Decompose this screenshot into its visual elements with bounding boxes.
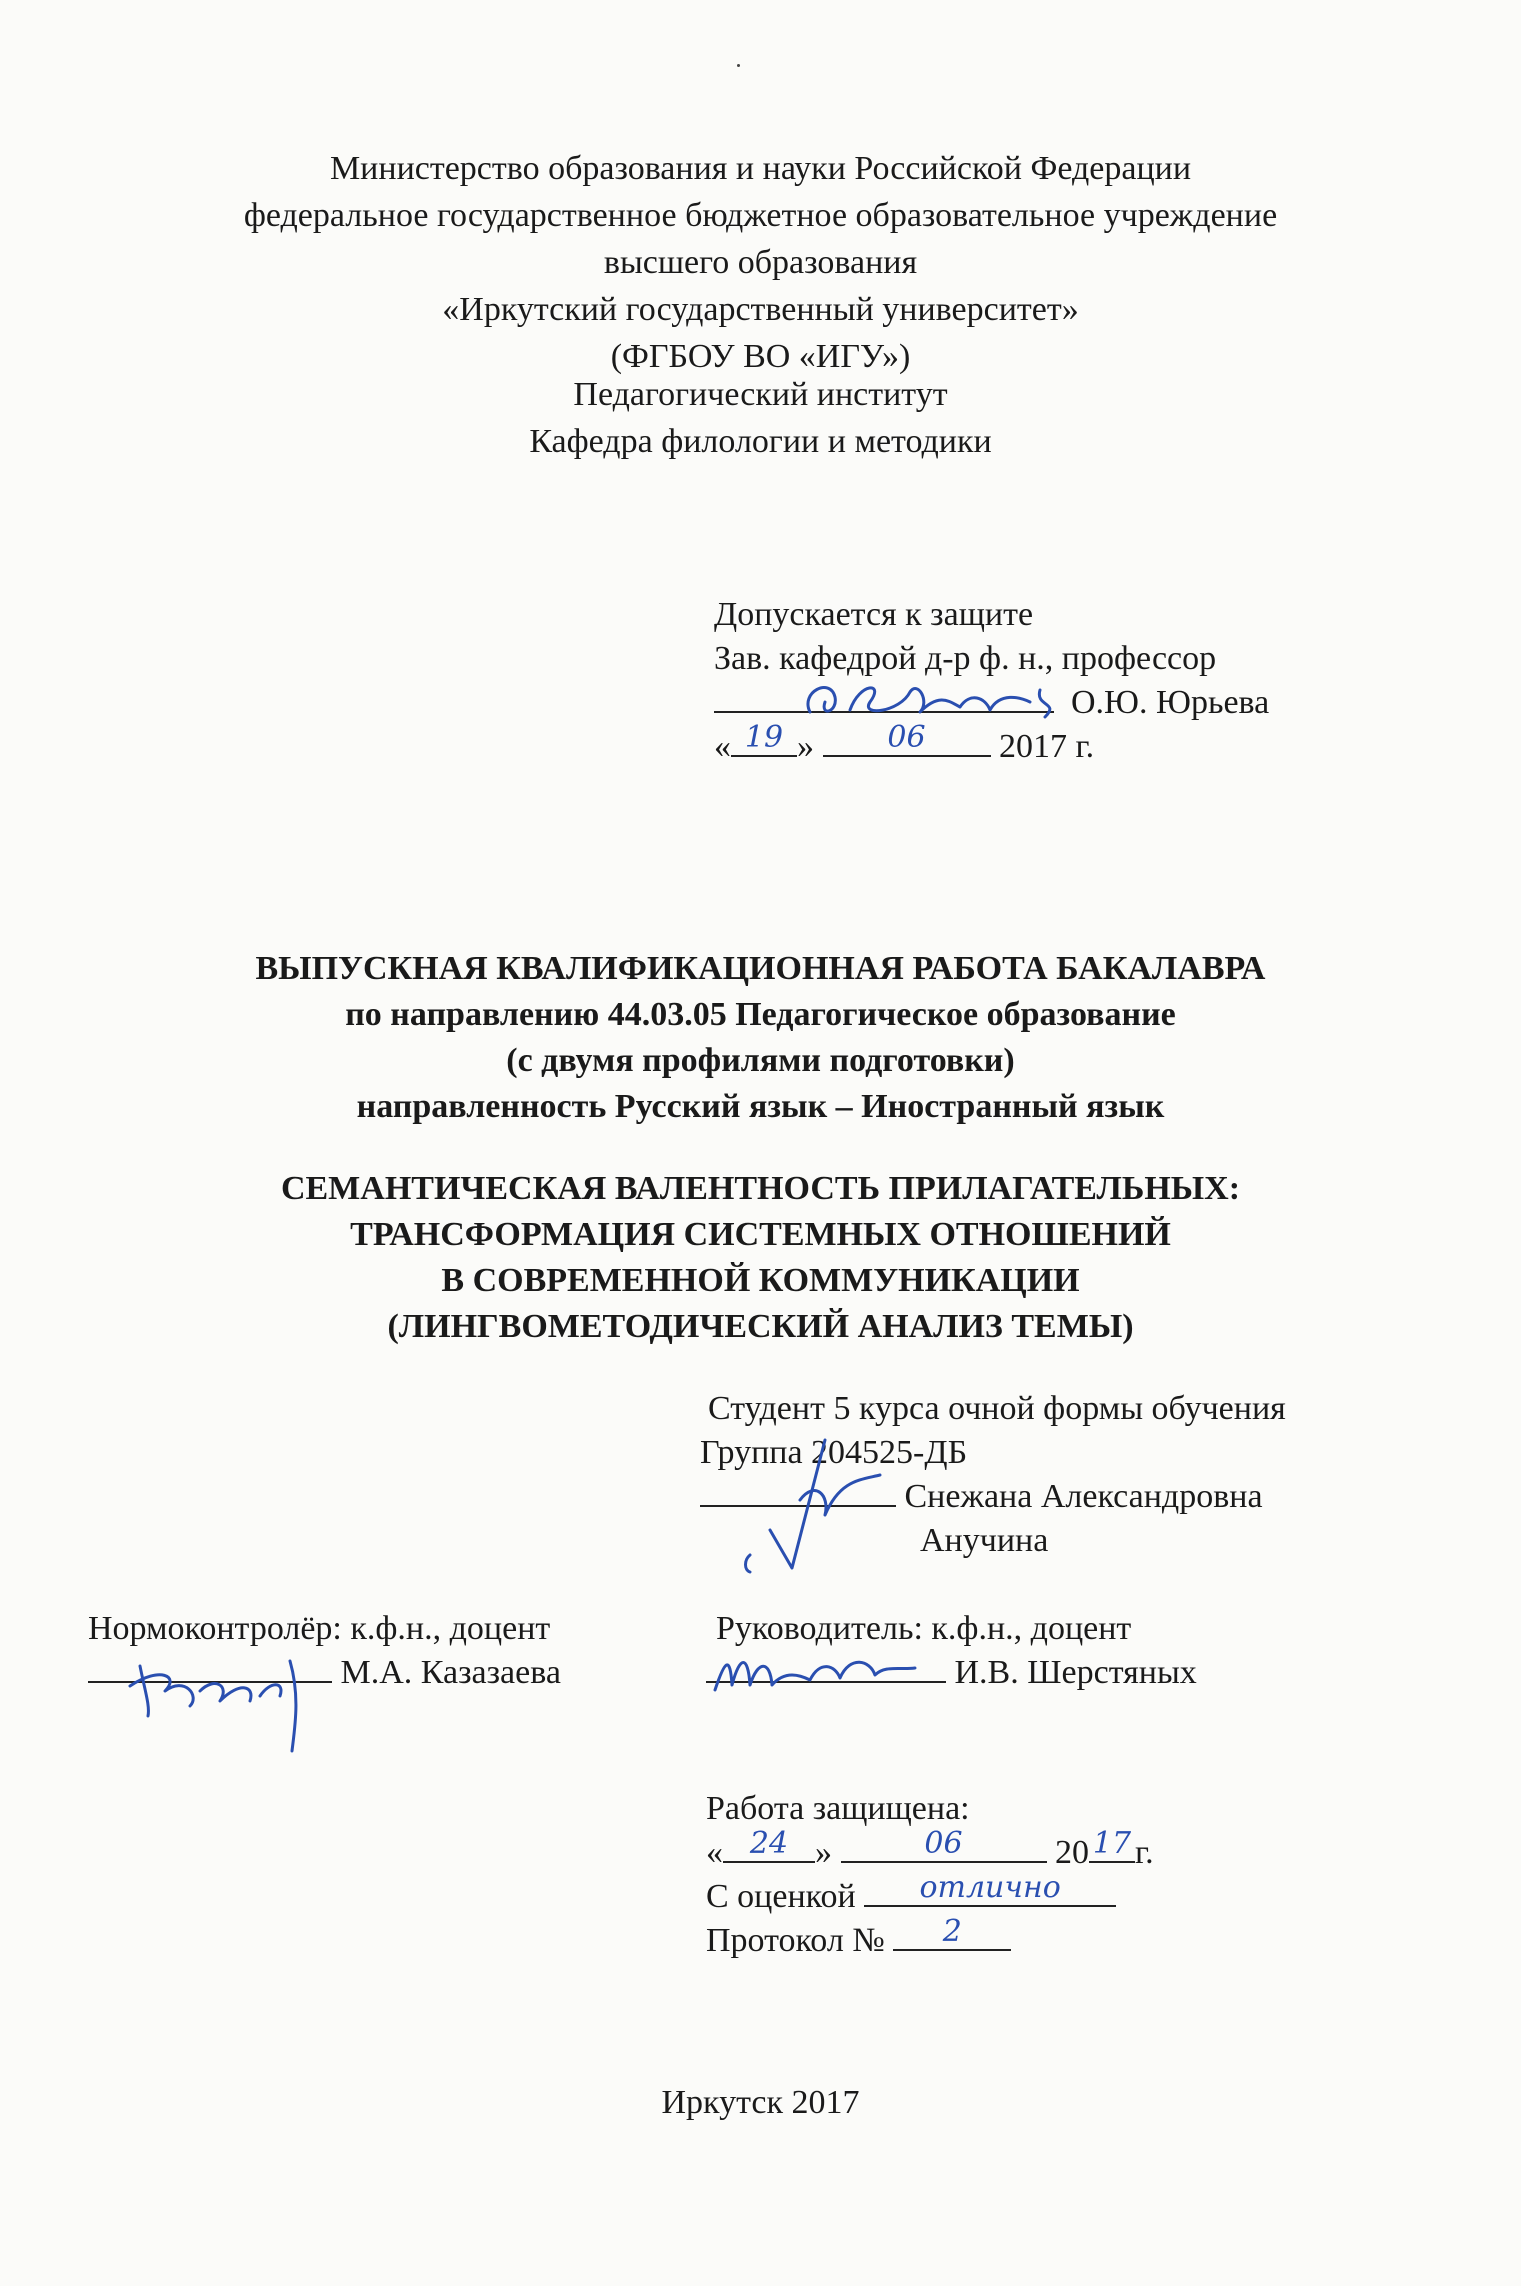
- defense-grade-blank: [864, 1870, 1116, 1907]
- city-year: Иркутск 2017: [661, 2084, 860, 2121]
- supervisor-title: Руководитель: к.ф.н., доцент: [716, 1610, 1132, 1647]
- defense-grade-line: [706, 1870, 1116, 1920]
- defense-year-end: г.: [1135, 1834, 1154, 1871]
- defense-year-blank: [1089, 1826, 1135, 1863]
- student-name-first: Снежана Александровна: [904, 1478, 1263, 1515]
- defense-protocol-label: Протокол №: [706, 1922, 885, 1959]
- defense-day-blank: [723, 1826, 815, 1863]
- header-line-institution-type: федеральное государственное бюджетное образовательное учреждение: [243, 197, 1278, 234]
- admission-date: « 19 » 06 2017 г.: [714, 720, 1095, 765]
- defense-day: 24: [749, 1826, 789, 1861]
- scan-speck: [737, 64, 740, 67]
- thesis-title-line: СЕМАНТИЧЕСКАЯ ВАЛЕНТНОСТЬ ПРИЛАГАТЕЛЬНЫХ:: [280, 1170, 1241, 1207]
- thesis-title-line: (ЛИНГВОМЕТОДИЧЕСКИЙ АНАЛИЗ ТЕМЫ): [387, 1308, 1134, 1345]
- header-line-university: «Иркутский государственный университет»: [442, 291, 1079, 328]
- head-signature: [790, 672, 1080, 732]
- work-direction: по направлению 44.03.05 Педагогическое образование: [345, 996, 1176, 1033]
- normocontrol-signature: [120, 1636, 350, 1756]
- defense-grade-label: С оценкой: [706, 1878, 856, 1915]
- head-of-department-title: Зав. кафедрой д-р ф. н., профессор: [714, 640, 1217, 677]
- header-line-department: Кафедра филологии и методики: [529, 423, 992, 460]
- header-line-ministry: Министерство образования и науки Российской Федерации: [329, 150, 1192, 187]
- normocontrol-title: Нормоконтролёр: к.ф.н., доцент: [88, 1610, 551, 1647]
- head-of-department-name: О.Ю. Юрьева: [1071, 684, 1270, 721]
- work-profiles: (с двумя профилями подготовки): [506, 1042, 1015, 1079]
- header-line-education-level: высшего образования: [603, 244, 918, 281]
- defense-grade: отлично: [919, 1870, 1061, 1905]
- defense-month: 06: [924, 1826, 963, 1861]
- defense-label: Работа защищена:: [706, 1790, 970, 1827]
- work-type: ВЫПУСКНАЯ КВАЛИФИКАЦИОННАЯ РАБОТА БАКАЛАВРА: [255, 950, 1266, 987]
- defense-protocol-line: [706, 1914, 1011, 1964]
- student-signature: [730, 1420, 930, 1580]
- student-course: Студент 5 курса очной формы обучения: [708, 1390, 1286, 1427]
- student-name-last: Анучина: [920, 1522, 1049, 1559]
- thesis-title-line: ТРАНСФОРМАЦИЯ СИСТЕМНЫХ ОТНОШЕНИЙ: [350, 1216, 1171, 1253]
- defense-month-blank: [841, 1826, 1047, 1863]
- header-line-abbreviation: (ФГБОУ ВО «ИГУ»): [610, 338, 911, 375]
- defense-year-suffix: 17: [1092, 1826, 1132, 1861]
- admission-date-month: 06: [887, 720, 926, 755]
- defense-protocol-number: 2: [942, 1914, 962, 1949]
- defense-protocol-blank: [893, 1914, 1011, 1951]
- work-orientation: направленность Русский язык – Иностранный язык: [356, 1088, 1165, 1125]
- normocontrol-name: М.А. Казазаева: [340, 1654, 561, 1691]
- student-group: Группа 204525-ДБ: [700, 1434, 968, 1471]
- header-line-institute: Педагогический институт: [573, 376, 948, 413]
- admission-label: Допускается к защите: [714, 596, 1034, 633]
- supervisor-name: И.В. Шерстяных: [954, 1654, 1197, 1691]
- admission-date-day-blank: [731, 720, 797, 757]
- supervisor-signature: [700, 1640, 940, 1700]
- thesis-title-line: В СОВРЕМЕННОЙ КОММУНИКАЦИИ: [441, 1262, 1080, 1299]
- admission-date-day: 19: [744, 720, 784, 755]
- admission-date-year: 2017 г.: [999, 728, 1095, 765]
- defense-year-prefix: 20: [1055, 1834, 1089, 1871]
- defense-date: « 24 » 06 20 17 г.: [706, 1826, 1154, 1871]
